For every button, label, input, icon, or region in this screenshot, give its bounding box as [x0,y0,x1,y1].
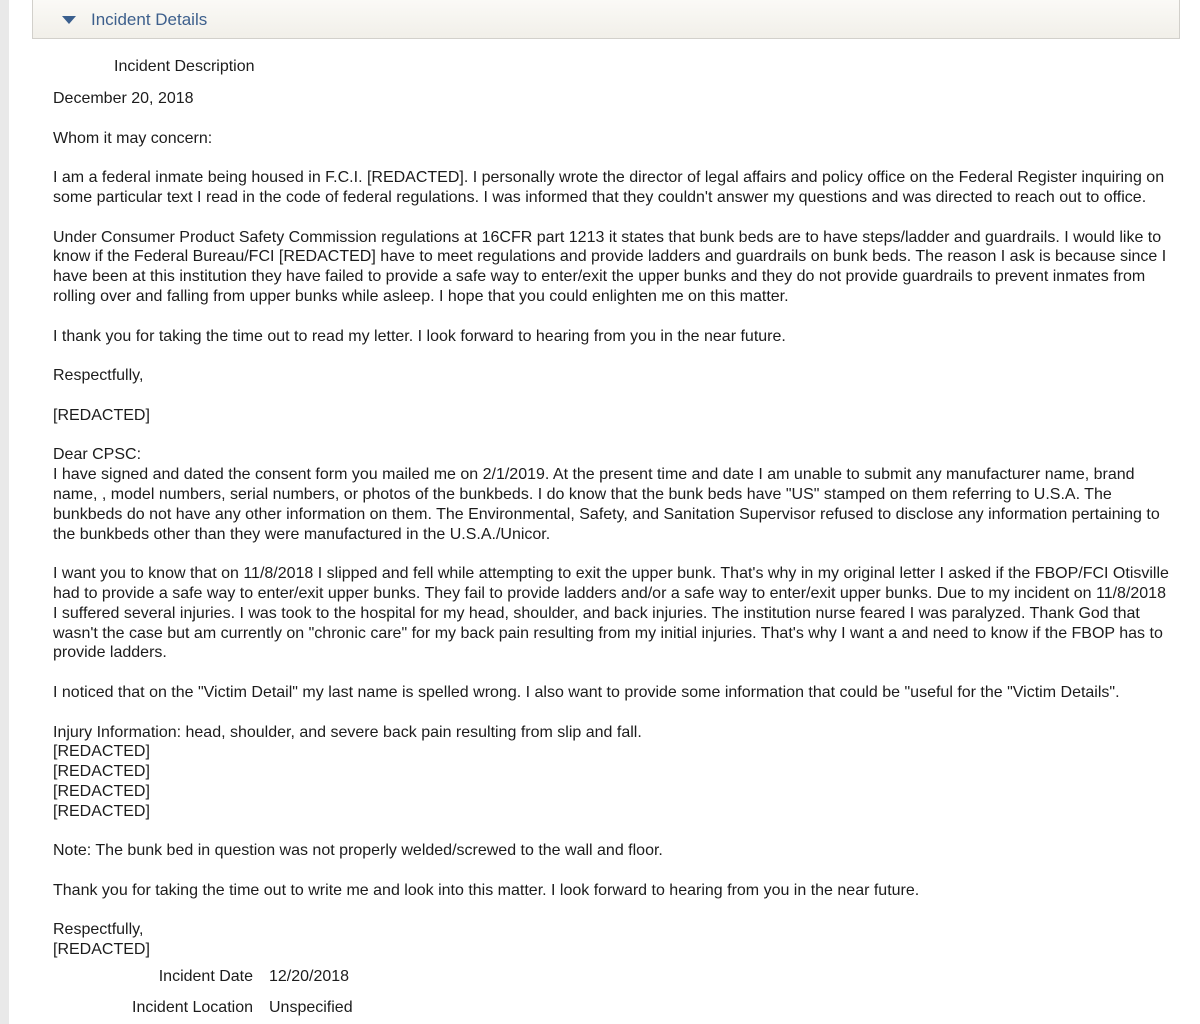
incident-details-header[interactable] [32,0,1180,39]
letter-greeting-2: Dear CPSC: [53,446,142,464]
letter-injury-info: Injury Information: head, shoulder, and severe back pain resulting from slip and fall. [53,723,642,741]
letter-paragraph-3: I thank you for taking the time out to read my letter. I look forward to hearing from you in the near future. [53,327,786,345]
letter-paragraph-2: Under Consumer Product Safety Commission regulations at 16CFR part 1213 it states that bunk beds are to have steps/ladder and guardrails. I would like to know if the Federal Bureau/FCI [REDACTED] have to meet regulations and provide ladders and guardrails on bunk beds. The reason I ask is because since I have been at this institution they have failed to provide a safe way to enter/exit the upper bunks and they do not provide guardrails to prevent inmates from rolling over and falling from upper bunks while asleep. I hope that you could enlighten me on this matter. [53,228,1171,305]
incident-date-label: Incident Date [158,968,253,985]
letter-signature-2: [REDACTED] [53,941,150,959]
letter-note: Note: The bunk bed in question was not properly welded/screwed to the wall and floor. [53,842,663,860]
incident-location-value: Unspecified [269,999,353,1016]
incident-description-text [53,89,1174,960]
letter-redacted-line: [REDACTED] [53,763,150,781]
letter-paragraph-4: I have signed and dated the consent form you mailed me on 2/1/2019. At the present time and date I am unable to submit any manufacturer name, brand name, , model numbers, serial numbers, or photos of the bunkbeds. I do know that the bunk beds have "US" stamped on them referring to U.S.A. The bunkbeds do not have any other information on them. The Environmental, Safety, and Sanitation Supervisor refused to disclose any information pertaining to the bunkbeds other than they were manufactured in the U.S.A./Unicor. [53,466,1165,543]
collapse-caret-icon[interactable] [62,16,76,24]
letter-paragraph-6: I noticed that on the "Victim Detail" my last name is spelled wrong. I also want to provide some information that could be "useful for the "Victim Details". [53,683,1120,701]
incident-location-label: Incident Location [132,999,253,1016]
letter-paragraph-7: Thank you for taking the time out to write me and look into this matter. I look forward to hearing from you in the near future. [53,881,920,899]
letter-closing-1: Respectfully, [53,367,144,385]
letter-paragraph-5: I want you to know that on 11/8/2018 I slipped and fell while attempting to exit the upper bunk. That's why in my original letter I asked if the FBOP/FCI Otisville had to provide a safe way to enter/exit upper bunks. They fail to provide ladders and/or a safe way to enter/exit upper bunks. Due to my incident on 11/8/2018 I suffered several injuries. I was took to the hospital for my head, shoulder, and back injuries. The institution nurse feared I was paralyzed. Thank God that wasn't the case but am currently on "chronic care" for my back pain resulting from my initial injuries. That's why I want a and need to know if the FBOP has to provide ladders. [53,565,1174,662]
letter-paragraph-1: I am a federal inmate being housed in F.C.I. [REDACTED]. I personally wrote the director of legal affairs and policy office on the Federal Register inquiring on some particular text I read in the code of federal regulations. I was informed that they couldn't answer my questions and was directed to reach out to office. [53,169,1169,206]
incident-date-value: 12/20/2018 [269,968,350,985]
letter-redacted-line: [REDACTED] [53,802,150,820]
letter-redacted-line: [REDACTED] [53,782,150,800]
letter-closing-2: Respectfully, [53,921,144,939]
letter-signature-1: [REDACTED] [53,406,150,424]
letter-redacted-line: [REDACTED] [53,743,150,761]
left-border [0,0,9,1024]
letter-date: December 20, 2018 [53,90,194,107]
incident-description-label: Incident Description [114,58,255,75]
letter-greeting: Whom it may concern: [53,129,213,147]
section-title[interactable]: Incident Details [91,10,208,29]
